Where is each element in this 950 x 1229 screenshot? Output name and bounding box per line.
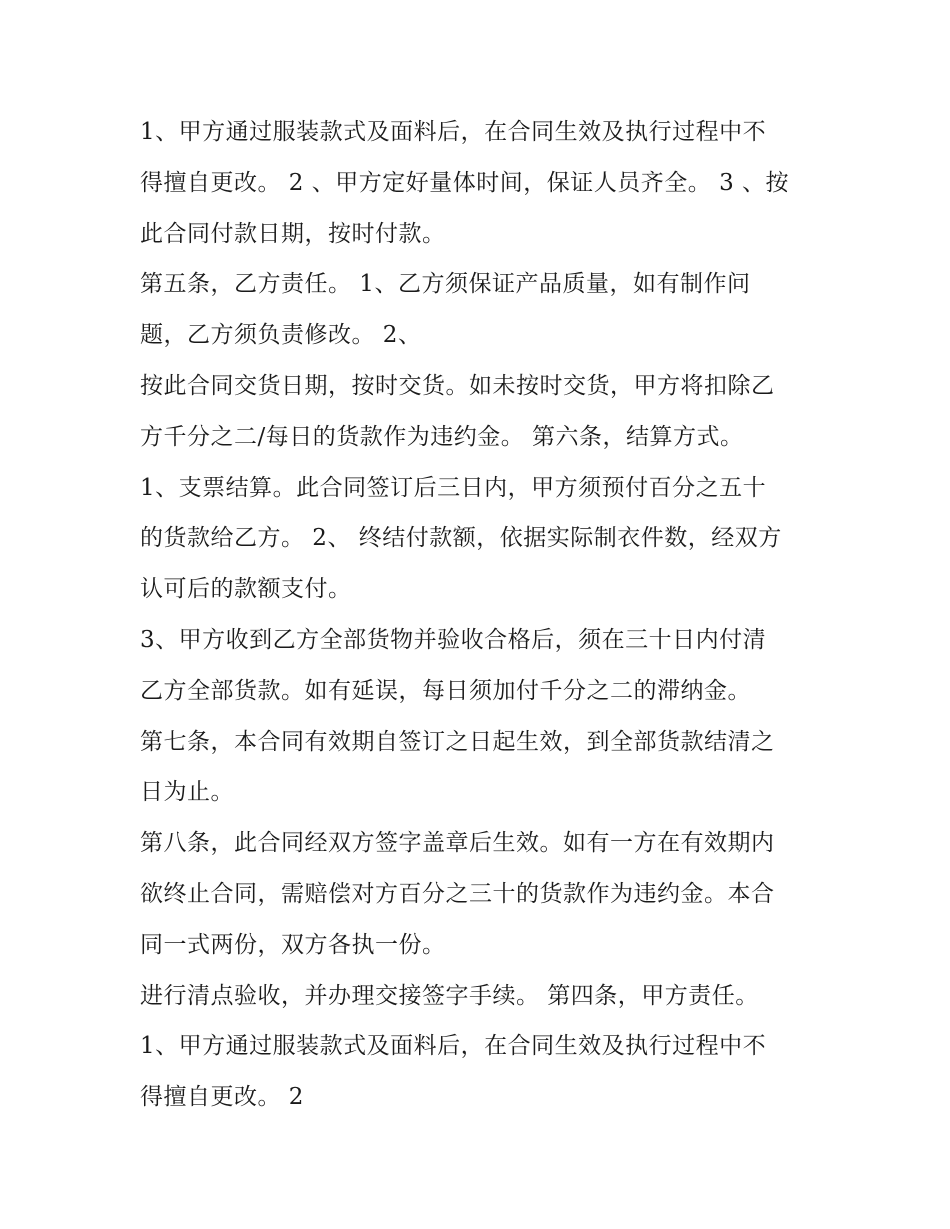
text-line: 乙方全部货款。如有延误，每日须加付千分之二的滞纳金。 xyxy=(140,677,751,704)
text-line: 进行清点验收，并办理交接签字手续。 第四条，甲方责任。 xyxy=(140,982,759,1009)
text-line: 同一式两份，双方各执一份。 xyxy=(140,931,446,958)
text-line: 日为止。 xyxy=(140,779,234,806)
text-line: 1、甲方通过服装款式及面料后，在合同生效及执行过程中不 xyxy=(140,119,767,145)
text-line: 题，乙方须负责修改。 2、 xyxy=(140,322,422,349)
text-line: 方千分之二/每日的货款作为违约金。 第六条，结算方式。 xyxy=(140,423,744,450)
text-line: 欲终止合同，需赔偿对方百分之三十的货款作为违约金。本合 xyxy=(140,880,775,907)
text-line: 1、支票结算。此合同签订后三日内，甲方须预付百分之五十 xyxy=(140,474,767,501)
text-line: 1、甲方通过服装款式及面料后，在合同生效及执行过程中不 xyxy=(140,1033,767,1060)
text-line: 按此合同交货日期，按时交货。如未按时交货，甲方将扣除乙 xyxy=(140,372,775,399)
text-line: 3、甲方收到乙方全部货物并验收合格后，须在三十日内付清 xyxy=(140,626,767,653)
text-line: 得擅自更改。 2 xyxy=(140,1084,304,1111)
text-line: 第八条，此合同经双方签字盖章后生效。如有一方在有效期内 xyxy=(140,830,775,857)
text-line: 的货款给乙方。 2、 终结付款额，依据实际制衣件数，经双方 xyxy=(140,525,782,552)
document-body xyxy=(140,107,820,1123)
text-line: 得擅自更改。 2 、甲方定好量体时间，保证人员齐全。 3 、按 xyxy=(140,169,790,196)
text-line: 此合同付款日期，按时付款。 xyxy=(140,220,446,247)
text-line: 第五条，乙方责任。 1、乙方须保证产品质量，如有制作问 xyxy=(140,271,751,298)
text-line: 第七条，本合同有效期自签订之日起生效，到全部货款结清之 xyxy=(140,728,775,755)
text-line: 认可后的款额支付。 xyxy=(140,576,352,603)
